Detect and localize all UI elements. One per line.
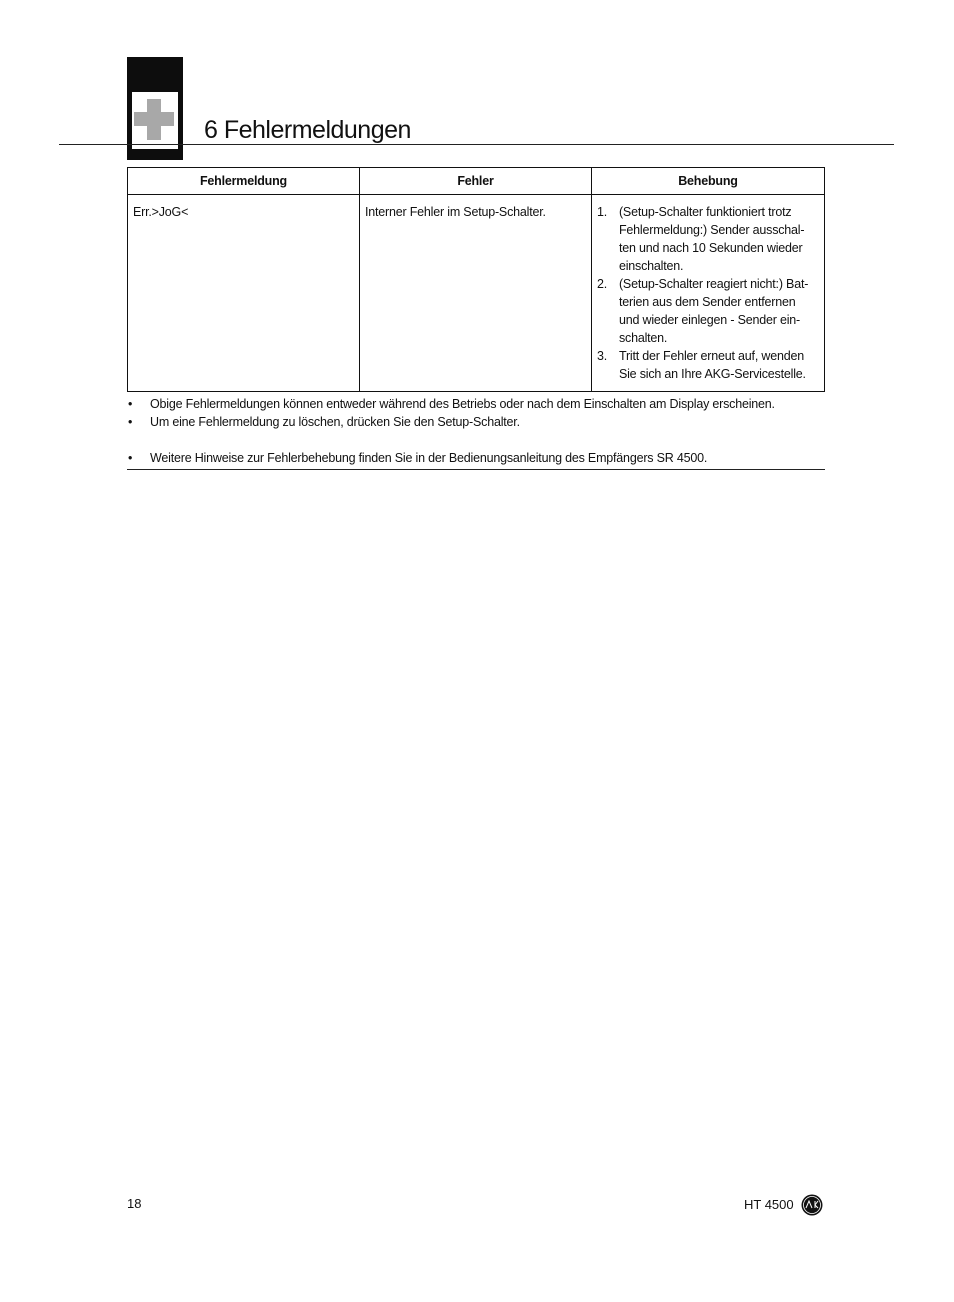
page-number: 18 bbox=[127, 1196, 142, 1211]
fix-text: Tritt der Fehler erneut auf, wenden Sie sich an Ihre AKG-Servicestelle. bbox=[618, 349, 806, 381]
fix-text: (Setup-Schalter funktioniert trotz Fehlermeldung:) Sender ausschal-ten und nach 10 Sekunden wieder einschalten. bbox=[618, 205, 805, 273]
note-item bbox=[127, 395, 825, 413]
bullet-icon: • bbox=[128, 415, 133, 429]
cell-error: Interner Fehler im Setup-Schalter. bbox=[359, 195, 591, 392]
cell-fix bbox=[591, 195, 824, 392]
table-header-row bbox=[128, 168, 825, 195]
note-text: Obige Fehlermeldungen können entweder während des Betriebs oder nach dem Einschalten am Display erscheinen. bbox=[150, 397, 775, 411]
page-title: 6 Fehlermeldungen bbox=[204, 116, 411, 144]
note-text: Weitere Hinweise zur Fehlerbehebung finden Sie in der Bedienungsanleitung des Empfängers SR 4500. bbox=[150, 451, 708, 465]
cross-icon bbox=[132, 92, 178, 149]
column-header-fix: Behebung bbox=[591, 168, 824, 195]
note-item bbox=[127, 449, 825, 467]
fix-number: 1. bbox=[596, 205, 607, 219]
header-rule bbox=[59, 144, 894, 145]
fix-list bbox=[597, 203, 819, 383]
fix-item bbox=[597, 347, 819, 383]
model-name: HT 4500 bbox=[744, 1197, 794, 1212]
fix-text: (Setup-Schalter reagiert nicht:) Bat-terien aus dem Sender entfernen und wieder einlegen - Sender ein-schalten. bbox=[618, 277, 809, 345]
table-row bbox=[128, 195, 825, 392]
bullet-icon: • bbox=[128, 451, 133, 465]
cross-icon-horizontal bbox=[134, 112, 174, 126]
column-header-error: Fehler bbox=[359, 168, 591, 195]
notes-rule bbox=[127, 469, 825, 470]
notes-list bbox=[127, 395, 825, 467]
note-item bbox=[127, 413, 825, 431]
error-table bbox=[127, 167, 825, 392]
cell-message: Err.>JoG< bbox=[128, 195, 360, 392]
fix-number: 3. bbox=[596, 349, 607, 363]
note-text: Um eine Fehlermeldung zu löschen, drücken Sie den Setup-Schalter. bbox=[150, 415, 520, 429]
akg-logo-icon bbox=[801, 1194, 823, 1216]
fix-item bbox=[597, 275, 819, 347]
bullet-icon: • bbox=[128, 397, 133, 411]
column-header-message: Fehlermeldung bbox=[128, 168, 360, 195]
fix-item bbox=[597, 203, 819, 275]
fix-number: 2. bbox=[596, 277, 607, 291]
